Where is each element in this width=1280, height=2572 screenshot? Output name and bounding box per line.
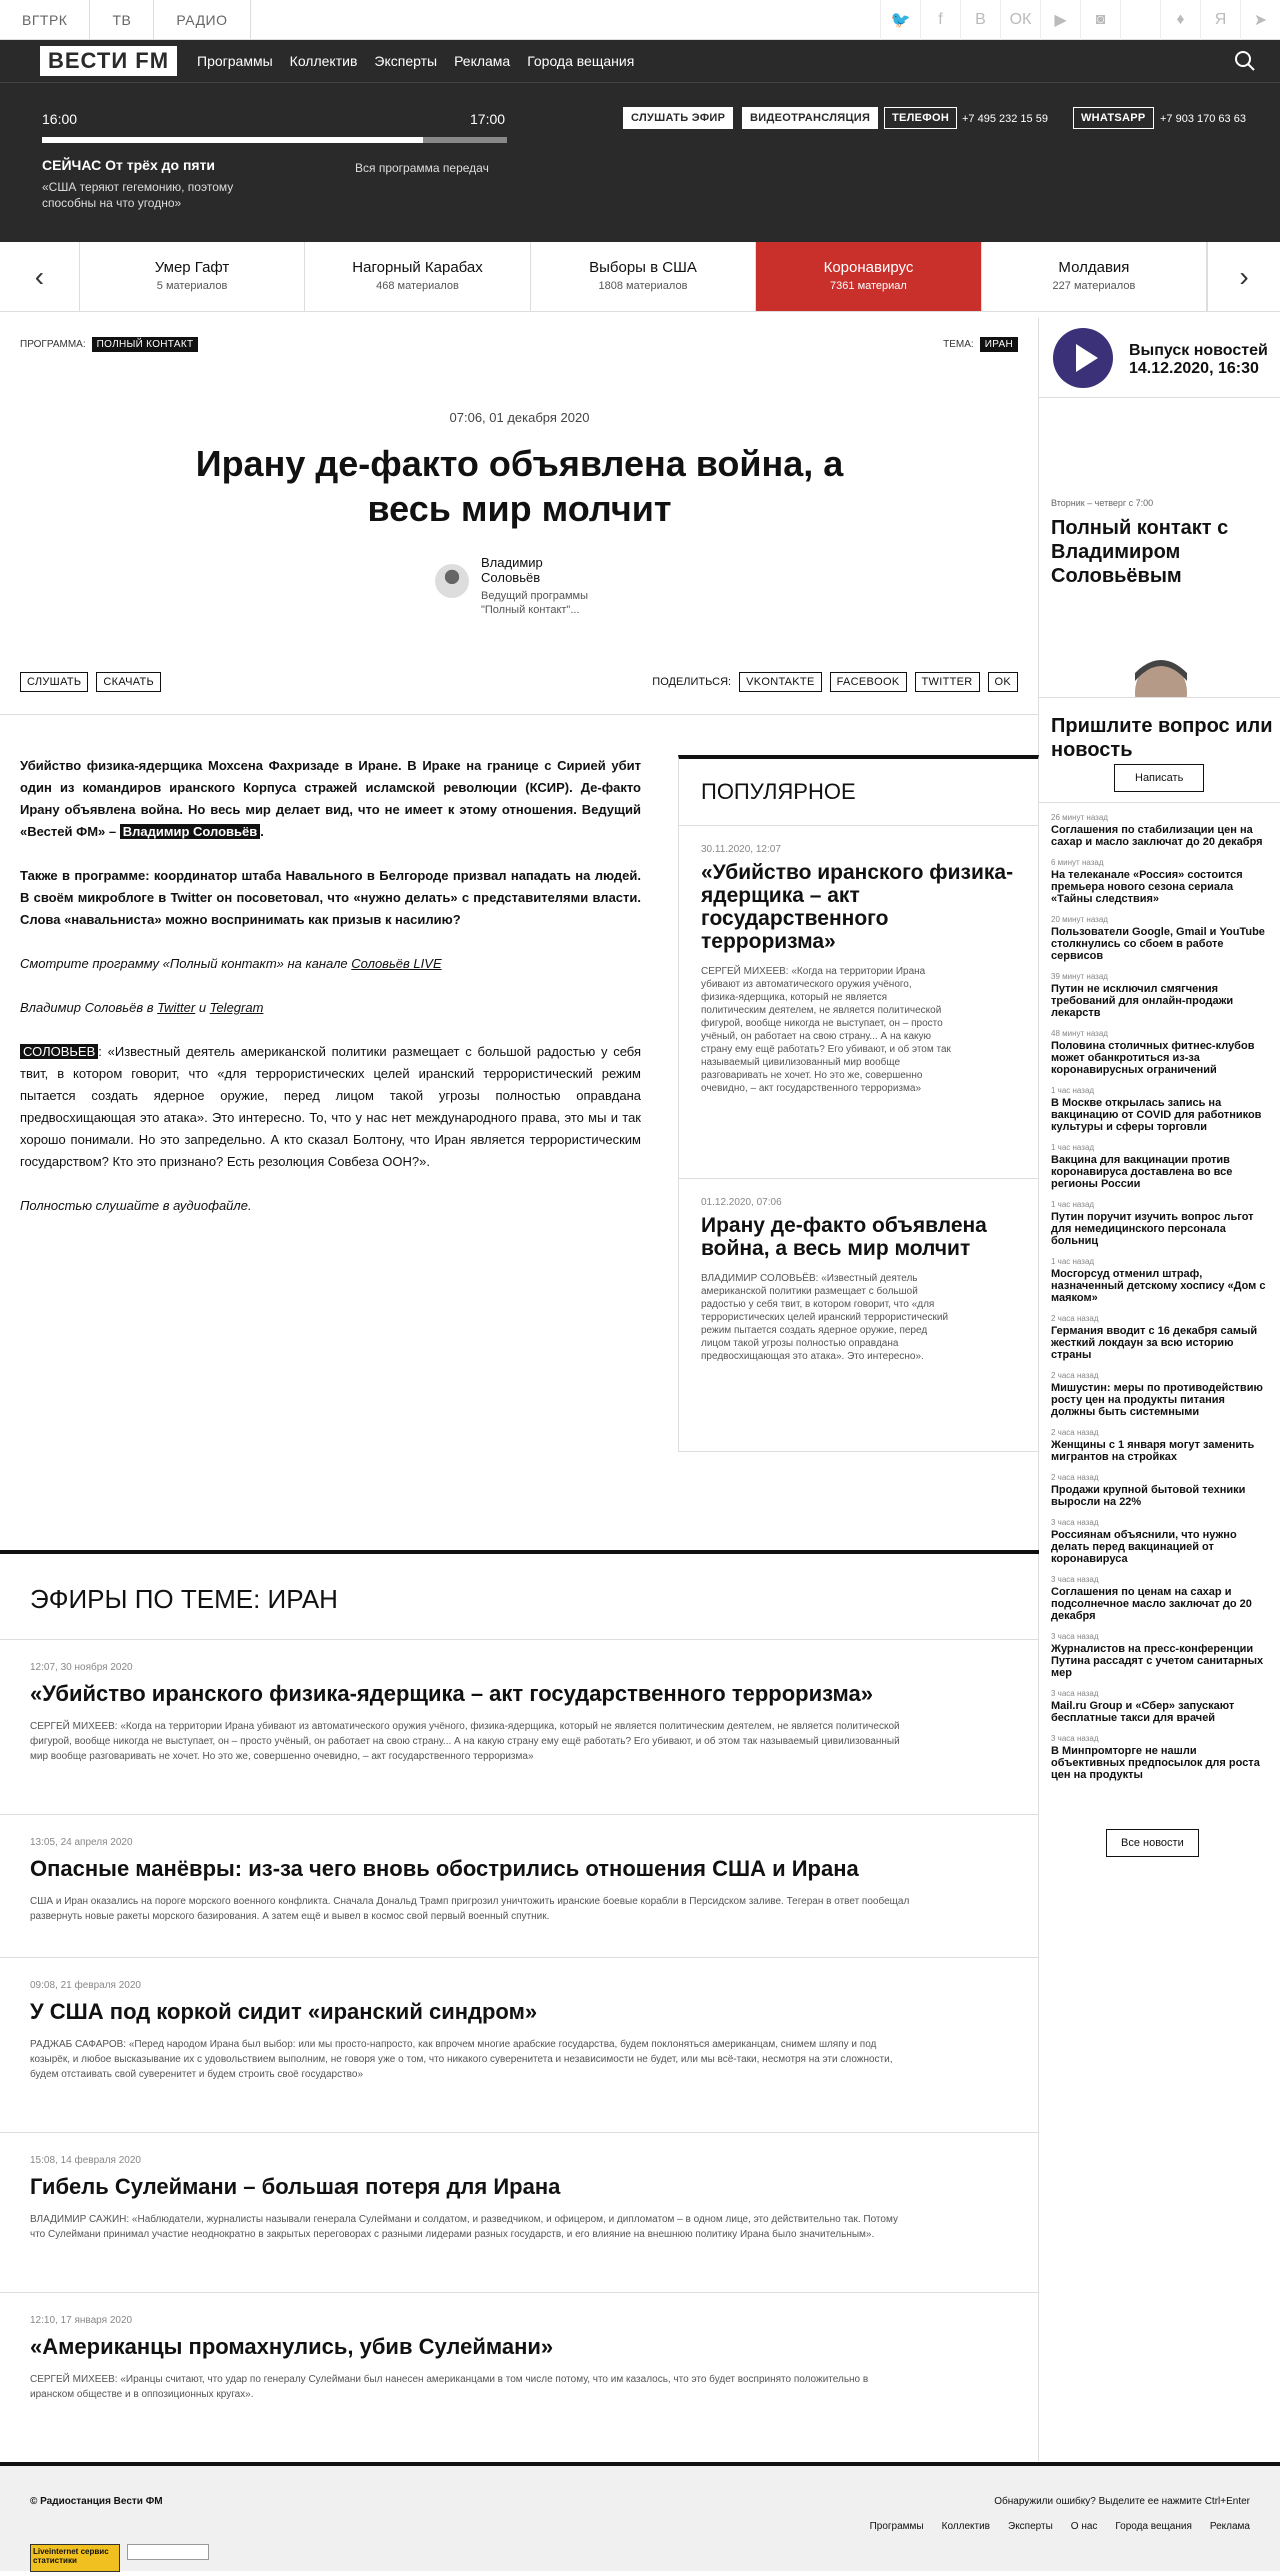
listen-button[interactable]: СЛУШАТЬ [20,672,88,692]
program-promo[interactable] [1039,398,1280,698]
footer-nav [852,2521,1250,2532]
host-photo [1051,633,1271,698]
facebook-icon[interactable]: f [920,0,960,40]
news-headline[interactable]: Мишустин: меры по противодействию росту цен на продукты питания должны быть системными [1051,1382,1263,1418]
main-nav [197,53,651,69]
footer [0,2462,1280,2571]
program-tag [20,339,198,350]
topic-count: 5 материалов [156,280,228,292]
news-time: 3 часа назад [1051,1575,1099,1584]
article-paragraph: Также в программе: координатор штаба Навального в Белгороде призвал нападать на людей. В своём микроблоге в Twitter он посоветовал, что «нужно делать» с представителями власти. Слова «навальниста» можно воспринимать как призыв к насилию? [20,868,641,927]
all-news-button[interactable]: Все новости [1106,1829,1199,1857]
nav-ads[interactable]: Реклама [454,53,511,69]
news-item[interactable] [1051,1086,1280,1133]
news-headline[interactable]: В Москве открылась запись на вакцинацию от COVID для работников культуры и сферы торговли [1051,1097,1262,1133]
news-item[interactable] [1051,1428,1280,1463]
main-header [0,40,1280,82]
author-name[interactable]: Владимир Соловьёв [481,555,543,585]
live-broadcast [0,82,1280,242]
news-headline[interactable]: Путин поручит изучить вопрос льгот для немедицинского персонала больниц [1051,1211,1254,1247]
news-time: 2 часа назад [1051,1371,1099,1380]
footer-link-programs[interactable]: Программы [869,2521,924,2532]
news-item[interactable] [1051,1473,1280,1508]
live-end-time: 17:00 [470,111,506,127]
news-headline[interactable]: Россиянам объяснили, что нужно делать перед вакцинацией от коронавируса [1051,1529,1237,1565]
program-title[interactable]: Полный контакт с Владимиром Соловьёвым [1051,517,1229,587]
topic-item[interactable] [982,242,1207,311]
efir-text: РАДЖАБ САФАРОВ: «Перед народом Ирана был выбор: или мы просто-напросто, как впрочем многие арабские государства, будем поклоняться американцам, снимем шляпу и под козырёк, и любое высказывание их с удовольствием выполним, не говоря уже о том, что никакого суверенитета и независимости не будет, или мы всё-таки, несмотря на эти сложности, будем отстаивать свой суверенитет и будем строить своё государство» [30,2039,893,2080]
news-time: 1 час назад [1051,1257,1095,1266]
news-item[interactable] [1051,1143,1280,1190]
whatsapp-button[interactable]: WHATSAPP [1073,107,1154,129]
live-description: «США теряют гегемонию, поэтому способны на что угодно» [42,180,234,210]
footer-link-cities[interactable]: Города вещания [1115,2521,1192,2532]
news-headline[interactable]: Германия вводит с 16 декабря самый жесткий локдаун за всю историю страны [1051,1325,1258,1361]
topic-name: Коронавирус [823,259,914,276]
news-time: 2 часа назад [1051,1314,1099,1323]
news-release-block[interactable] [1039,318,1280,398]
program-schedule: Вторник – четверг с 7:00 [1051,498,1154,508]
efir-text: СЕРГЕЙ МИХЕЕВ: «Когда на территории Ирана убивают из автоматического оружия учёного, физика-ядерщика, который не является политическим деятелем, не является политической фигурой, вообще никогда не выступает, он – просто учёный, он работает на свою страну... А на какую страну ему ещё работать? Его убивают, и об этом так называемый цивилизованный мир вообще разговаривать не хочет. Но это же, совершенно очевидно, – акт государственного терроризма» [30,1721,900,1762]
news-time: 3 часа назад [1051,1689,1099,1698]
twitter-icon[interactable]: 🐦 [880,0,920,40]
search-icon[interactable] [1234,50,1256,72]
news-headline[interactable]: Половина столичных фитнес-клубов может обанкротиться из-за коронавирусных ограничений [1051,1040,1255,1076]
news-time: 48 минут назад [1051,1029,1108,1038]
video-stream-button[interactable]: ВИДЕОТРАНСЛЯЦИЯ [742,107,878,129]
author-link[interactable]: Владимир Соловьёв [120,824,261,839]
efir-text: США и Иран оказались на пороге морского военного конфликта. Сначала Дональд Трамп пригрозил уничтожить иранские боевые корабли в Персидском заливе. Тегеран в ответ пообещал развернуть новые ракеты морского базирования. А затем ещё и вывел в космос свой первый военный спутник. [30,1896,910,1922]
topic-name: Выборы в США [589,259,697,276]
efir-title: ЭФИРЫ ПО ТЕМЕ: ИРАН [0,1554,1039,1640]
news-item[interactable] [1051,1518,1280,1565]
news-time: 1 час назад [1051,1143,1095,1152]
efir-item[interactable] [0,1958,1039,2133]
news-time: 26 минут назад [1051,813,1108,822]
article-quote: : «Известный деятель американской политики размещает с большой радостью у себя твит, в котором говорит, что «для террористических целей иранский террористический режим пытается создать ядерное оружие, перед лицом такой угрозы полностью оправдана предвосхищающая это атака». Это интересно. То, что у нас нет международного права, это мы и так хорошо понимали. Но это запредельно. А кто сказал Болтону, что Иран является террористическим государством? Кто это признано? Есть резолюция Совбеза ООН?». [20,1044,641,1169]
popular-text: СЕРГЕЙ МИХЕЕВ: «Когда на территории Ирана убивают из автоматического оружия учёного, физика-ядерщика, который не является политическим деятелем, не является политической фигурой, вообще никогда не выступает, он – просто учёный, он работает на свою страну... А на какую страну ему ещё работать? Его убивают, и об этом так называемый цивилизованный мир вообще разговаривать не хочет. Но это же, совершенно очевидно, – акт государственного терроризма» [701,966,951,1094]
news-time: 1 час назад [1051,1086,1095,1095]
efir-headline[interactable]: Опасные манёвры: из-за чего вновь обострились отношения США и Ирана [30,1856,859,1881]
phone-button[interactable]: ТЕЛЕФОН [884,107,957,129]
news-headline[interactable]: Mail.ru Group и «Сбер» запускают бесплатные такси для врачей [1051,1700,1235,1724]
topic-item[interactable] [80,242,305,311]
popular-item[interactable] [679,826,1038,1179]
topic-item-active[interactable] [756,242,981,311]
live-start-time: 16:00 [42,111,78,127]
counter-box [127,2544,209,2560]
share-facebook-button[interactable]: FACEBOOK [830,672,907,692]
telegram-icon[interactable]: ➤ [1240,0,1280,40]
efir-item[interactable] [0,1640,1039,1815]
util-link-vgtrk[interactable]: ВГТРК [0,0,90,39]
site-logo[interactable]: ВЕСТИ FM [40,46,177,76]
listen-live-button[interactable]: СЛУШАТЬ ЭФИР [623,107,733,129]
util-link-radio[interactable]: РАДИО [154,0,250,39]
news-time: 2 часа назад [1051,1473,1099,1482]
vk-icon[interactable]: В [960,0,1000,40]
article-title: Ирану де-факто объявлена война, а весь мир молчит [195,443,844,529]
news-headline[interactable]: В Минпромторге не нашли объективных предпосылок для роста цен на продукты [1051,1745,1260,1781]
footer-link-team[interactable]: Коллектив [941,2521,990,2532]
divider [0,714,1039,715]
news-list [1039,803,1280,1781]
footer-link-ads[interactable]: Реклама [1209,2521,1250,2532]
tema-label: ТЕМА: [943,339,974,350]
send-question-block [1039,698,1280,803]
chevron-left-icon[interactable]: ‹ [0,242,80,311]
efir-item[interactable] [0,2133,1039,2293]
efir-date: 12:10, 17 января 2020 [30,2315,133,2326]
topic-count: 227 материалов [1052,280,1136,292]
play-icon[interactable] [1053,328,1113,388]
topic-name: Умер Гафт [154,259,230,276]
telegram-link[interactable]: Telegram [209,1000,264,1015]
tema-badge[interactable]: ИРАН [980,337,1018,352]
popular-title: ПОПУЛЯРНОЕ [679,759,1038,826]
efir-date: 12:07, 30 ноября 2020 [30,1662,133,1673]
efir-headline[interactable]: «Американцы промахнулись, убив Сулеймани» [30,2334,554,2359]
write-button[interactable]: Написать [1114,764,1204,792]
news-time: 20 минут назад [1051,915,1108,924]
footer-link-about[interactable]: О нас [1070,2521,1098,2532]
speaker-tag: СОЛОВЬЕВ [20,1044,98,1059]
nav-cities[interactable]: Города вещания [527,53,635,69]
efir-headline[interactable]: У США под коркой сидит «иранский синдром» [30,1999,538,2024]
efir-headline[interactable]: «Убийство иранского физика-ядерщика – акт государственного терроризма» [30,1681,873,1706]
article-lead-end: . [260,824,264,839]
nav-team[interactable]: Коллектив [289,53,358,69]
solovyov-live-link[interactable]: Соловьёв LIVE [351,956,442,971]
topic-item[interactable] [305,242,530,311]
program-badge[interactable]: ПОЛНЫЙ КОНТАКТ [92,337,199,352]
popular-headline[interactable]: Ирану де-факто объявлена война, а весь мир молчит [701,1214,987,1260]
util-link-tv[interactable]: ТВ [90,0,154,39]
news-time: 3 часа назад [1051,1734,1099,1743]
efir-headline[interactable]: Гибель Сулеймани – большая потеря для Ирана [30,2174,561,2199]
news-headline[interactable]: Журналистов на пресс-конференции Путина рассадят с учетом санитарных мер [1051,1643,1264,1679]
news-item[interactable] [1051,915,1280,962]
news-headline[interactable]: На телеканале «Россия» состоится премьера нового сезона сериала «Тайны следствия» [1051,869,1243,905]
instagram-icon[interactable]: ◙ [1080,0,1120,40]
whatsapp-number: +7 903 170 63 63 [1160,113,1246,125]
popular-headline[interactable]: «Убийство иранского физика-ядерщика – акт государственного терроризма» [701,861,1014,953]
popular-block [678,755,1039,1452]
news-item[interactable] [1051,1632,1280,1679]
share-twitter-button[interactable]: TWITTER [915,672,980,692]
share-vk-button[interactable]: VKONTAKTE [739,672,822,692]
efir-block [0,1550,1039,2453]
twitter-link[interactable]: Twitter [157,1000,196,1015]
footer-link-experts[interactable]: Эксперты [1008,2521,1053,2532]
topic-name: Молдавия [1058,259,1130,276]
news-headline[interactable]: Пользователи Google, Gmail и YouTube столкнулись со сбоем в работе сервисов [1051,926,1265,962]
live-progress-bar [42,137,507,143]
article-date: 07:06, 01 декабря 2020 [449,410,590,425]
news-item[interactable] [1051,1734,1280,1781]
main-column [0,318,1039,2461]
download-button[interactable]: СКАЧАТЬ [96,672,161,692]
liveinternet-counter[interactable]: Liveinternet сервис статистики [30,2544,120,2572]
sidebar [1039,318,1280,1857]
popular-text: ВЛАДИМИР СОЛОВЬЁВ: «Известный деятель американской политики размещает с большой радостью у себя твит, в котором говорит, что «для террористических целей иранский террористический режим пытается создать ядерное оружие, перед лицом такой угрозы полностью оправдана предвосхищающая это атака». Это интересно». [701,1273,949,1362]
news-item[interactable] [1051,813,1280,848]
efir-text: СЕРГЕЙ МИХЕЕВ: «Иранцы считают, что удар по генералу Сулеймани был нанесен американцами в том числе потому, что им казалось, что это будет воспринято положительно в иранском обществе и в оппозиционных кругах». [30,2374,869,2400]
efir-item[interactable] [0,2293,1039,2453]
news-time: 2 часа назад [1051,1428,1099,1437]
news-item[interactable] [1051,1575,1280,1622]
news-headline[interactable]: Соглашения по стабилизации цен на сахар и масло заключат до 20 декабря [1051,824,1263,848]
news-headline[interactable]: Мосгорсуд отменил штраф, назначенный детскому хоспису «Дом с маяком» [1051,1268,1266,1304]
news-time: 3 часа назад [1051,1632,1099,1641]
popular-date: 01.12.2020, 07:06 [701,1197,782,1208]
news-item[interactable] [1051,1371,1280,1418]
news-item[interactable] [1051,1200,1280,1247]
news-headline[interactable]: Путин не исключил смягчения требований для онлайн-продажи лекарств [1051,983,1234,1019]
topic-item[interactable] [531,242,756,311]
news-time: 3 часа назад [1051,1518,1099,1527]
tema-tag [943,339,1018,350]
schedule-link[interactable]: Вся программа передач [355,161,489,175]
avatar[interactable] [435,564,469,598]
news-time: 39 минут назад [1051,972,1108,981]
youtube-icon[interactable]: ▶ [1040,0,1080,40]
article-lead: Убийство физика-ядерщика Мохсена Фахризаде в Иране. В Ираке на границе с Сирией убит один из командиров иранского Корпуса стражей исламской революции (КСИР). Де-факто Ирану объявлена война. Но весь мир делает вид, что не имеет к этому отношения. Ведущий «Вестей ФМ» – [20,758,641,839]
efir-date: 13:05, 24 апреля 2020 [30,1837,133,1848]
news-item[interactable] [1051,1314,1280,1361]
topic-count: 7361 материал [830,280,907,292]
author-block[interactable] [435,555,621,617]
author-role: Ведущий программы "Полный контакт"... [481,590,588,616]
news-headline[interactable]: Продажи крупной бытовой техники выросли на 22% [1051,1484,1246,1508]
article-paragraph: Владимир Соловьёв в [20,1000,158,1015]
share-ok-button[interactable]: OK [988,672,1019,692]
article-paragraph: Полностью слушайте в аудиофайле. [20,1198,252,1213]
efir-date: 15:08, 14 февраля 2020 [30,2155,141,2166]
live-progress-remaining [423,137,507,143]
popular-item[interactable] [679,1179,1038,1363]
article-body [20,755,641,1239]
program-label: ПРОГРАММА: [20,339,86,350]
article-paragraph: Смотрите программу «Полный контакт» на канале [20,956,352,971]
apple-icon[interactable] [1120,0,1160,40]
ok-icon[interactable]: ОК [1000,0,1040,40]
news-time: 6 минут назад [1051,858,1104,867]
send-question-title: Пришлите вопрос или новость [1051,715,1273,761]
yandex-icon[interactable]: Я [1200,0,1240,40]
nav-experts[interactable]: Эксперты [374,53,438,69]
efir-text: ВЛАДИМИР САЖИН: «Наблюдатели, журналисты называли генерала Сулеймани и солдатом, и разведчиком, и офицером, и дипломатом – в одном лице, это действительно так. Потому что Сулеймани принимал участие неоднократно в закрытых переговорах с разными лидерами разных государств, и его влияние на внешнюю политику Ирана было значительным». [30,2214,898,2240]
news-item[interactable] [1051,1029,1280,1076]
chevron-right-icon[interactable]: › [1207,242,1280,311]
news-headline[interactable]: Вакцина для вакцинации против коронавируса доставлена во все регионы России [1051,1154,1233,1190]
utility-bar [0,0,1280,40]
news-item[interactable] [1051,858,1280,905]
news-release-title[interactable]: Выпуск новостей 14.12.2020, 16:30 [1129,342,1268,377]
share-bar [652,672,1018,692]
phone-number: +7 495 232 15 59 [962,113,1048,125]
topic-carousel [0,242,1280,312]
live-now[interactable]: СЕЙЧАС От трёх до пяти [42,157,216,173]
news-headline[interactable]: Женщины с 1 января могут заменить мигрантов на стройках [1051,1439,1255,1463]
android-icon[interactable]: ♦ [1160,0,1200,40]
error-report-note: Обнаружили ошибку? Выделите ее нажмите Ctrl+Enter [994,2496,1250,2507]
popular-date: 30.11.2020, 12:07 [701,844,781,855]
efir-date: 09:08, 21 февраля 2020 [30,1980,141,1991]
topic-count: 1808 материалов [598,280,688,292]
news-time: 1 час назад [1051,1200,1095,1209]
news-item[interactable] [1051,1257,1280,1304]
news-item[interactable] [1051,1689,1280,1724]
conjunction: и [195,1000,210,1015]
nav-programs[interactable]: Программы [197,53,273,69]
copyright: © Радиостанция Вести ФМ [30,2496,163,2507]
share-label: ПОДЕЛИТЬСЯ: [652,676,732,688]
topic-count: 468 материалов [376,280,459,292]
news-headline[interactable]: Соглашения по ценам на сахар и подсолнечное масло заключат до 20 декабря [1051,1586,1252,1622]
topic-name: Нагорный Карабах [352,259,483,276]
news-item[interactable] [1051,972,1280,1019]
efir-item[interactable] [0,1815,1039,1958]
